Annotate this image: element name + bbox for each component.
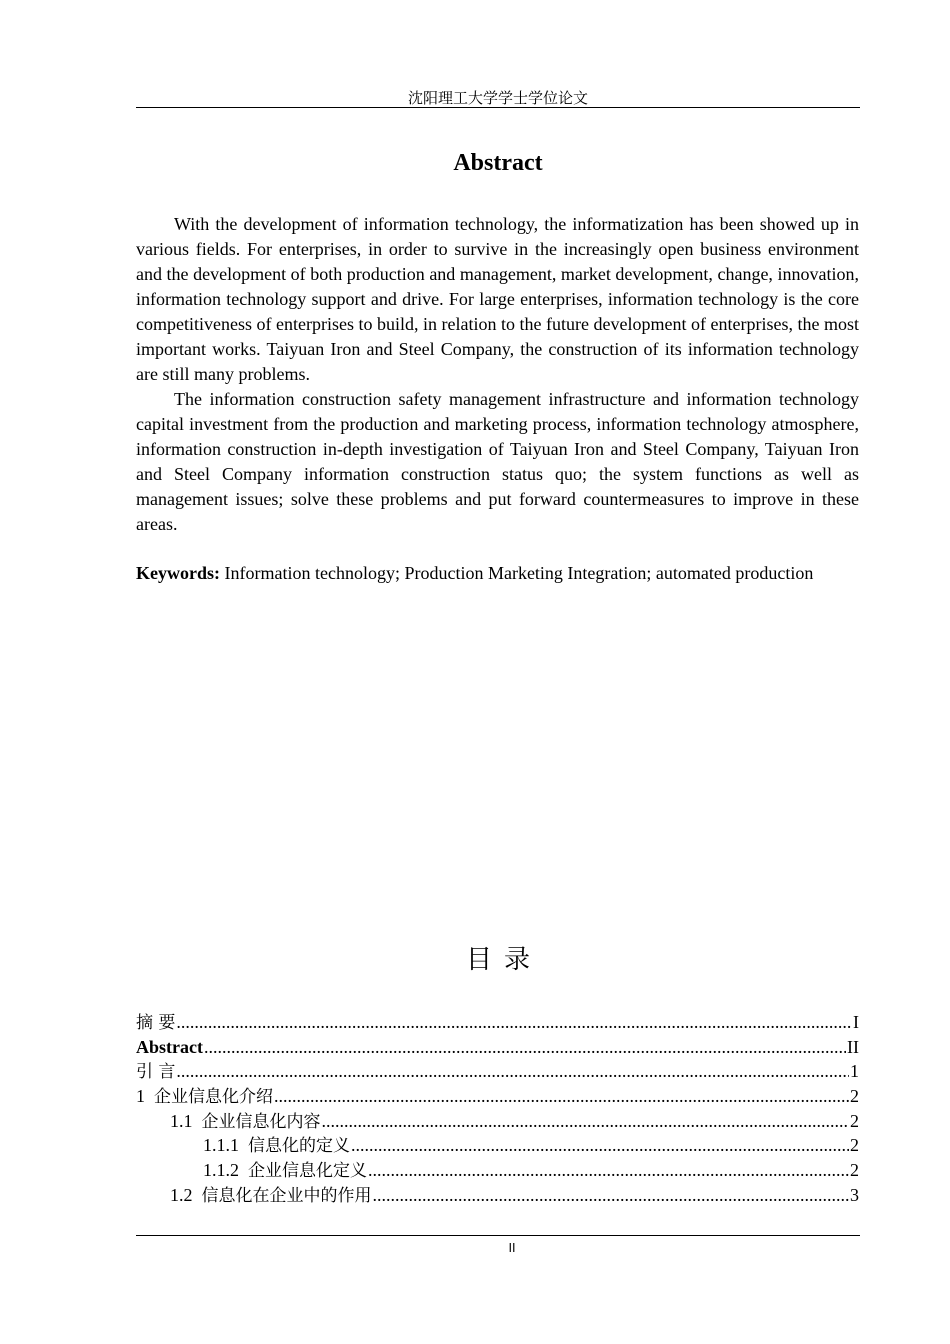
toc-entry-abstract-cn[interactable] [136, 1010, 859, 1035]
toc-title: 目录 [465, 945, 542, 975]
toc-entry-chapter-1[interactable] [136, 1084, 859, 1109]
toc-entry-label [203, 1133, 350, 1158]
abstract-title: Abstract [453, 150, 543, 176]
toc-entry-section-1-2[interactable] [136, 1183, 859, 1208]
toc-entry-number: 1.1 [170, 1110, 193, 1131]
toc-entry-page: 2 [850, 1160, 859, 1181]
toc-leader-dots [176, 1059, 849, 1084]
toc-leader-dots [274, 1084, 849, 1109]
running-header: 沈阳理工大学学士学位论文 [407, 89, 588, 107]
toc-entry-section-1-1-1[interactable] [136, 1133, 859, 1158]
toc-leader-dots [351, 1133, 849, 1158]
toc-entry-title: 企业信息化定义 [248, 1161, 367, 1182]
toc-entry-title: 企业信息化内容 [201, 1111, 321, 1132]
toc-entry-page: 2 [850, 1110, 859, 1131]
table-of-contents [136, 1010, 859, 1208]
toc-entry-introduction[interactable] [136, 1059, 859, 1084]
toc-entry-section-1-1-2[interactable] [136, 1158, 859, 1183]
toc-entry-page: 1 [850, 1061, 859, 1082]
toc-entry-section-1-1[interactable] [136, 1109, 859, 1134]
toc-entry-number: 1.1.1 [203, 1135, 239, 1156]
toc-entry-label: 引 言 [136, 1062, 176, 1083]
toc-entry-label [203, 1158, 367, 1183]
page-number: II [508, 1241, 516, 1255]
toc-entry-number: 1.2 [170, 1184, 193, 1205]
toc-leader-dots [322, 1109, 850, 1134]
keywords-label: Keywords: [136, 563, 220, 583]
toc-entry-label [170, 1183, 372, 1208]
toc-entry-page: 3 [850, 1184, 859, 1205]
header-rule [136, 107, 860, 108]
toc-entry-page: 2 [850, 1135, 859, 1156]
abstract-paragraph-1: With the development of information technology, the informatization has been showed up in various fields. For enterprises, in order to survive in the increasingly open business environment and the development of both production and management, market development, change, innovation, information technology support and drive. For large enterprises, information technology is the core competitiveness of enterprises to build, in relation to the future development of enterprises, the most important works. Taiyuan Iron and Steel Company, the construction of its information technology are still many problems. [136, 214, 859, 384]
toc-entry-page: I [853, 1012, 859, 1032]
abstract-body [136, 212, 859, 537]
toc-entry-number: 1.1.2 [203, 1160, 239, 1181]
toc-entry-page: 2 [850, 1086, 859, 1107]
toc-entry-label: Abstract [136, 1036, 203, 1057]
keywords-line [136, 561, 876, 586]
toc-entry-title: 信息化的定义 [248, 1136, 350, 1157]
toc-leader-dots [373, 1183, 850, 1208]
toc-entry-abstract-en[interactable] [136, 1035, 859, 1060]
toc-entry-label [136, 1084, 273, 1109]
toc-entry-label: 摘 要 [136, 1013, 176, 1033]
toc-leader-dots [368, 1158, 849, 1183]
toc-leader-dots [204, 1035, 846, 1060]
toc-leader-dots [176, 1010, 852, 1035]
footer-rule [136, 1235, 860, 1236]
toc-entry-title: 企业信息化介绍 [154, 1087, 273, 1108]
toc-entry-title: 信息化在企业中的作用 [201, 1185, 372, 1206]
keywords-text: Information technology; Production Marketing Integration; automated production [220, 563, 814, 583]
abstract-paragraph-2: The information construction safety management infrastructure and information technology capital investment from the production and marketing process, information technology atmosphere, information construction in-depth investigation of Taiyuan Iron and Steel Company, Taiyuan Iron and Steel Company information construction status quo; the system functions as well as management issues; solve these problems and put forward countermeasures to improve in these areas. [136, 389, 859, 534]
toc-entry-label [170, 1109, 321, 1134]
toc-entry-page: II [847, 1036, 859, 1057]
toc-entry-number: 1 [136, 1086, 145, 1107]
